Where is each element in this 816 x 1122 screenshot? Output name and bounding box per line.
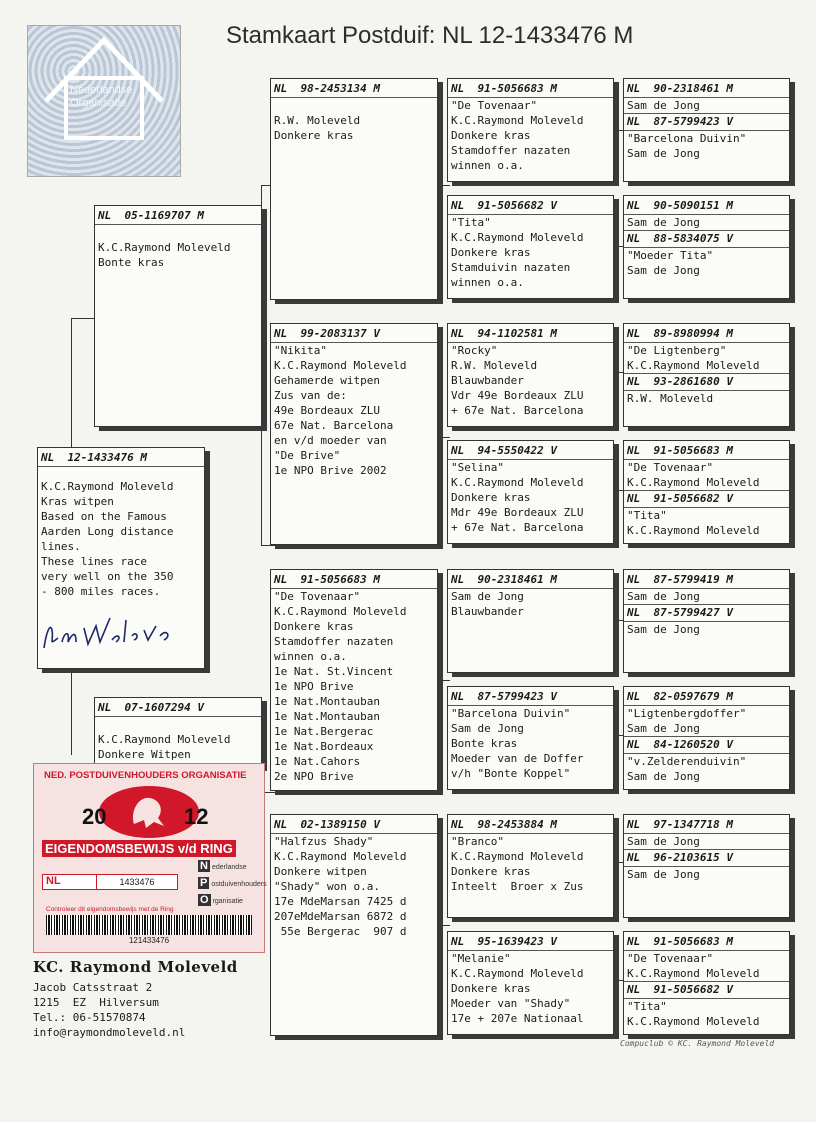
pigeon-line: K.C.Raymond Moleveld <box>451 967 584 980</box>
pigeon-line: Based on the Famous <box>41 510 167 523</box>
pedigree-pair-8 <box>623 931 790 1035</box>
connector <box>437 925 450 926</box>
pigeon-line: "Nikita" <box>274 344 327 357</box>
ring-number: NL 91-5056682 V <box>448 198 613 215</box>
ring-number: NL 99-2083137 V <box>271 326 437 343</box>
pigeon-line: Moeder van "Shady" <box>451 997 571 1010</box>
pigeon-line: Stamduivin nazaten <box>451 261 571 274</box>
ring-number: NL 90-2318461 M <box>624 81 789 98</box>
ring-number: NL 91-5056683 M <box>448 81 613 98</box>
owner-email: info@raymondmoleveld.nl <box>33 1026 186 1039</box>
pigeon-line: Sam de Jong <box>627 868 700 881</box>
pigeon-line: + 67e Nat. Barcelona <box>451 521 584 534</box>
pigeon-line: winnen o.a. <box>451 276 524 289</box>
pigeon-line: K.C.Raymond Moleveld <box>451 850 584 863</box>
pigeon-line: Sam de Jong <box>627 216 700 229</box>
pigeon-line: Stamdoffer nazaten <box>274 635 394 648</box>
pigeon-line: "De Tovenaar" <box>274 590 361 603</box>
ring-number: NL 93-2861680 V <box>624 373 789 391</box>
ring-number: NL 07-1607294 V <box>95 700 261 717</box>
pigeon-line: K.C.Raymond Moleveld <box>627 524 760 537</box>
pigeon-line: Mdr 49e Bordeaux ZLU <box>451 506 584 519</box>
pigeon-line: Bonte kras <box>98 256 165 269</box>
pigeon-line: Donkere Witpen <box>98 748 191 761</box>
logo-line-1: Nederlandse <box>70 84 133 96</box>
pigeon-line: lines. <box>41 540 81 553</box>
page-title: Stamkaart Postduif: NL 12-1433476 M <box>226 22 634 49</box>
pedigree-pair-7 <box>623 814 790 918</box>
pigeon-line: K.C.Raymond Moleveld <box>627 1015 760 1028</box>
pigeon-line: v/h "Bonte Koppel" <box>451 767 571 780</box>
pedigree-pair-3 <box>623 323 790 427</box>
ring-number: NL 91-5056682 V <box>624 981 789 999</box>
pigeon-line: 207eMdeMarsan 6872 d <box>274 910 407 923</box>
pigeon-line: Sam de Jong <box>627 264 700 277</box>
pigeon-line: 2e NPO Brive <box>274 770 354 783</box>
pigeon-line: Sam de Jong <box>627 147 700 160</box>
pigeon-line: "Ligtenbergdoffer" <box>627 707 747 720</box>
ring-number: NL 87-5799423 V <box>448 689 613 706</box>
pigeon-line: 1e Nat. St.Vincent <box>274 665 394 678</box>
pigeon-line: "Moeder Tita" <box>627 249 714 262</box>
ring-number: NL 95-1639423 V <box>448 934 613 951</box>
pigeon-line: K.C.Raymond Moleveld <box>451 114 584 127</box>
pigeon-line: K.C.Raymond Moleveld <box>98 733 231 746</box>
ring-number: NL 96-2103615 V <box>624 849 789 867</box>
pigeon-line: "Selina" <box>451 461 504 474</box>
connector <box>71 670 72 755</box>
connector <box>71 318 72 447</box>
pigeon-line: K.C.Raymond Moleveld <box>41 480 174 493</box>
pigeon-line: "Shady" won o.a. <box>274 880 380 893</box>
pigeon-line: "Tita" <box>451 216 491 229</box>
pigeon-line: - 800 miles races. <box>41 585 161 598</box>
pigeon-line: Sam de Jong <box>627 590 700 603</box>
pedigree-pair-6 <box>623 686 790 790</box>
card-title: EIGENDOMSBEWIJS v/d RING <box>42 840 236 857</box>
card-control-text: Controleer dit eigendomsbewijs met de Ring <box>46 906 174 913</box>
pedigree-box-ffm <box>447 195 614 299</box>
owner-address1: Jacob Catsstraat 2 <box>33 981 153 994</box>
pedigree-box-mmm <box>447 931 614 1035</box>
ring-number: NL 91-5056683 M <box>624 443 789 460</box>
barcode-number: 121433476 <box>128 936 170 945</box>
pigeon-line: very well on the 350 <box>41 570 174 583</box>
pigeon-line: 49e Bordeaux ZLU <box>274 404 380 417</box>
pigeon-line: Stamdoffer nazaten <box>451 144 571 157</box>
pigeon-line: Aarden Long distance <box>41 525 174 538</box>
pedigree-box-mff <box>447 569 614 673</box>
pedigree-box-fmf <box>447 323 614 427</box>
ring-number: NL 12-1433476 M <box>38 450 204 467</box>
pigeon-line: winnen o.a. <box>274 650 347 663</box>
ring-number: NL 90-2318461 M <box>448 572 613 589</box>
pigeon-line: 1e Nat.Montauban <box>274 695 380 708</box>
barcode <box>46 915 252 935</box>
pigeon-line: Donkere kras <box>451 982 531 995</box>
pigeon-line: Donkere kras <box>451 129 531 142</box>
pigeon-line: R.W. Moleveld <box>451 359 538 372</box>
pigeon-line: Donkere kras <box>451 865 531 878</box>
owner-phone: Tel.: 06-51570874 <box>33 1011 146 1024</box>
pedigree-box-mmf <box>447 814 614 918</box>
footer-credit: Compuclub © KC. Raymond Moleveld <box>620 1039 775 1048</box>
pedigree-pair-2 <box>623 195 790 299</box>
card-side-line: N ederlandse <box>200 860 247 872</box>
pigeon-line: 17e MdeMarsan 7425 d <box>274 895 407 908</box>
pigeon-line: "Rocky" <box>451 344 498 357</box>
pigeon-line: Donkere kras <box>451 246 531 259</box>
signature <box>40 608 180 658</box>
ring-number: NL 89-8980994 M <box>624 326 789 343</box>
pigeon-line: 17e + 207e Nationaal <box>451 1012 584 1025</box>
pedigree-box-mf <box>270 569 438 791</box>
ring-number: NL 91-5056682 V <box>624 490 789 508</box>
pigeon-line: K.C.Raymond Moleveld <box>98 241 231 254</box>
pigeon-line: Zus van de: <box>274 389 347 402</box>
pigeon-line: Donkere kras <box>274 620 354 633</box>
pigeon-line: Donkere kras <box>451 491 531 504</box>
pigeon-line: "Branco" <box>451 835 504 848</box>
card-side-line: O rganisatie <box>200 894 243 906</box>
pigeon-line: en v/d moeder van <box>274 434 387 447</box>
pigeon-line: R.W. Moleveld <box>627 392 714 405</box>
pedigree-box-mm <box>270 814 438 1036</box>
connector <box>437 185 450 186</box>
pedigree-box-fmm <box>447 440 614 544</box>
pigeon-line: winnen o.a. <box>451 159 524 172</box>
logo-line-2: Organisatie <box>70 97 127 109</box>
ring-number: NL 87-5799423 V <box>624 113 789 131</box>
connector <box>71 318 96 319</box>
card-side-line: P ostduivenhouders <box>200 877 267 889</box>
pigeon-line: Moeder van de Doffer <box>451 752 584 765</box>
pigeon-line: Sam de Jong <box>627 623 700 636</box>
pedigree-box-fff <box>447 78 614 182</box>
club-logo <box>27 25 181 177</box>
pigeon-line: "Melanie" <box>451 952 511 965</box>
pigeon-line: K.C.Raymond Moleveld <box>274 850 407 863</box>
ring-number: NL 90-5090151 M <box>624 198 789 215</box>
pedigree-box-mfm <box>447 686 614 790</box>
pigeon-line: Donkere kras <box>274 129 354 142</box>
pigeon-line: Inteelt Broer x Zus <box>451 880 584 893</box>
ring-number: NL 98-2453134 M <box>271 81 437 98</box>
pigeon-line: "De Tovenaar" <box>627 461 714 474</box>
pigeon-line: "De Tovenaar" <box>451 99 538 112</box>
connector <box>437 437 450 438</box>
pigeon-line: + 67e Nat. Barcelona <box>451 404 584 417</box>
pigeon-line: "Tita" <box>627 1000 667 1013</box>
owner-address2: 1215 EZ Hilversum <box>33 996 159 1009</box>
ring-number: NL 87-5799427 V <box>624 604 789 622</box>
pigeon-line: 55e Bergerac 907 d <box>274 925 407 938</box>
owner-block <box>33 958 238 1040</box>
pigeon-line: K.C.Raymond Moleveld <box>274 359 407 372</box>
pigeon-line: "Barcelona Duivin" <box>627 132 747 145</box>
pigeon-line: "Halfzus Shady" <box>274 835 374 848</box>
pigeon-line: Blauwbander <box>451 605 524 618</box>
pigeon-line: 1e Nat.Bergerac <box>274 725 374 738</box>
ring-ownership-card <box>33 763 265 953</box>
connector <box>437 680 450 681</box>
pedigree-pair-1 <box>623 78 790 182</box>
pigeon-line: 1e Nat.Montauban <box>274 710 380 723</box>
pigeon-line: Sam de Jong <box>451 722 524 735</box>
ring-number: NL 98-2453884 M <box>448 817 613 834</box>
pigeon-line: Gehamerde witpen <box>274 374 380 387</box>
card-org: NED. POSTDUIVENHOUDERS ORGANISATIE <box>44 770 247 781</box>
pigeon-line: 67e Nat. Barcelona <box>274 419 394 432</box>
pigeon-line: K.C.Raymond Moleveld <box>451 476 584 489</box>
ring-number: NL 88-5834075 V <box>624 230 789 248</box>
card-year-right: 12 <box>184 804 209 829</box>
pigeon-line: Sam de Jong <box>451 590 524 603</box>
pedigree-pair-4 <box>623 440 790 544</box>
ring-number: NL 91-5056683 M <box>624 934 789 951</box>
pigeon-line: 1e NPO Brive 2002 <box>274 464 387 477</box>
pigeon-line: R.W. Moleveld <box>274 114 361 127</box>
ring-number: NL 94-1102581 M <box>448 326 613 343</box>
pigeon-line: Bonte kras <box>451 737 518 750</box>
pedigree-box-mother <box>94 697 262 767</box>
ring-number: NL 82-0597679 M <box>624 689 789 706</box>
ring-number: NL 05-1169707 M <box>95 208 261 225</box>
pigeon-line: K.C.Raymond Moleveld <box>627 476 760 489</box>
owner-name: KC. Raymond Moleveld <box>33 958 238 976</box>
pigeon-line: 1e Nat.Cahors <box>274 755 361 768</box>
card-ring-number: 1433476 <box>96 874 178 890</box>
pigeon-line: Sam de Jong <box>627 770 700 783</box>
pedigree-box-fm <box>270 323 438 545</box>
pigeon-line: "De Ligtenberg" <box>627 344 727 357</box>
ring-number: NL 91-5056683 M <box>271 572 437 589</box>
pigeon-line: Sam de Jong <box>627 835 700 848</box>
pigeon-line: Sam de Jong <box>627 722 700 735</box>
pedigree-pair-5 <box>623 569 790 673</box>
pigeon-line: "v.Zelderenduivin" <box>627 755 747 768</box>
ring-number: NL 97-1347718 M <box>624 817 789 834</box>
pigeon-line: K.C.Raymond Moleveld <box>627 967 760 980</box>
pedigree-box-father <box>94 205 262 427</box>
pigeon-line: Blauwbander <box>451 374 524 387</box>
pigeon-line: Donkere witpen <box>274 865 367 878</box>
connector <box>261 545 275 546</box>
pedigree-box-ff <box>270 78 438 300</box>
pigeon-line: These lines race <box>41 555 147 568</box>
ring-number: NL 94-5550422 V <box>448 443 613 460</box>
pigeon-line: K.C.Raymond Moleveld <box>274 605 407 618</box>
pigeon-line: "Barcelona Duivin" <box>451 707 571 720</box>
pigeon-line: "De Tovenaar" <box>627 952 714 965</box>
pigeon-line: K.C.Raymond Moleveld <box>451 231 584 244</box>
pigeon-line: "Tita" <box>627 509 667 522</box>
card-country: NL <box>42 874 99 890</box>
pigeon-line: Sam de Jong <box>627 99 700 112</box>
pigeon-line: Vdr 49e Bordeaux ZLU <box>451 389 584 402</box>
ring-number: NL 02-1389150 V <box>271 817 437 834</box>
ring-number: NL 84-1260520 V <box>624 736 789 754</box>
pigeon-line: 1e NPO Brive <box>274 680 354 693</box>
pigeon-line: 1e Nat.Bordeaux <box>274 740 374 753</box>
pigeon-line: "De Brive" <box>274 449 341 462</box>
pigeon-line: Kras witpen <box>41 495 114 508</box>
pigeon-line: K.C.Raymond Moleveld <box>627 359 760 372</box>
ring-number: NL 87-5799419 M <box>624 572 789 589</box>
card-year-left: 20 <box>82 804 107 829</box>
